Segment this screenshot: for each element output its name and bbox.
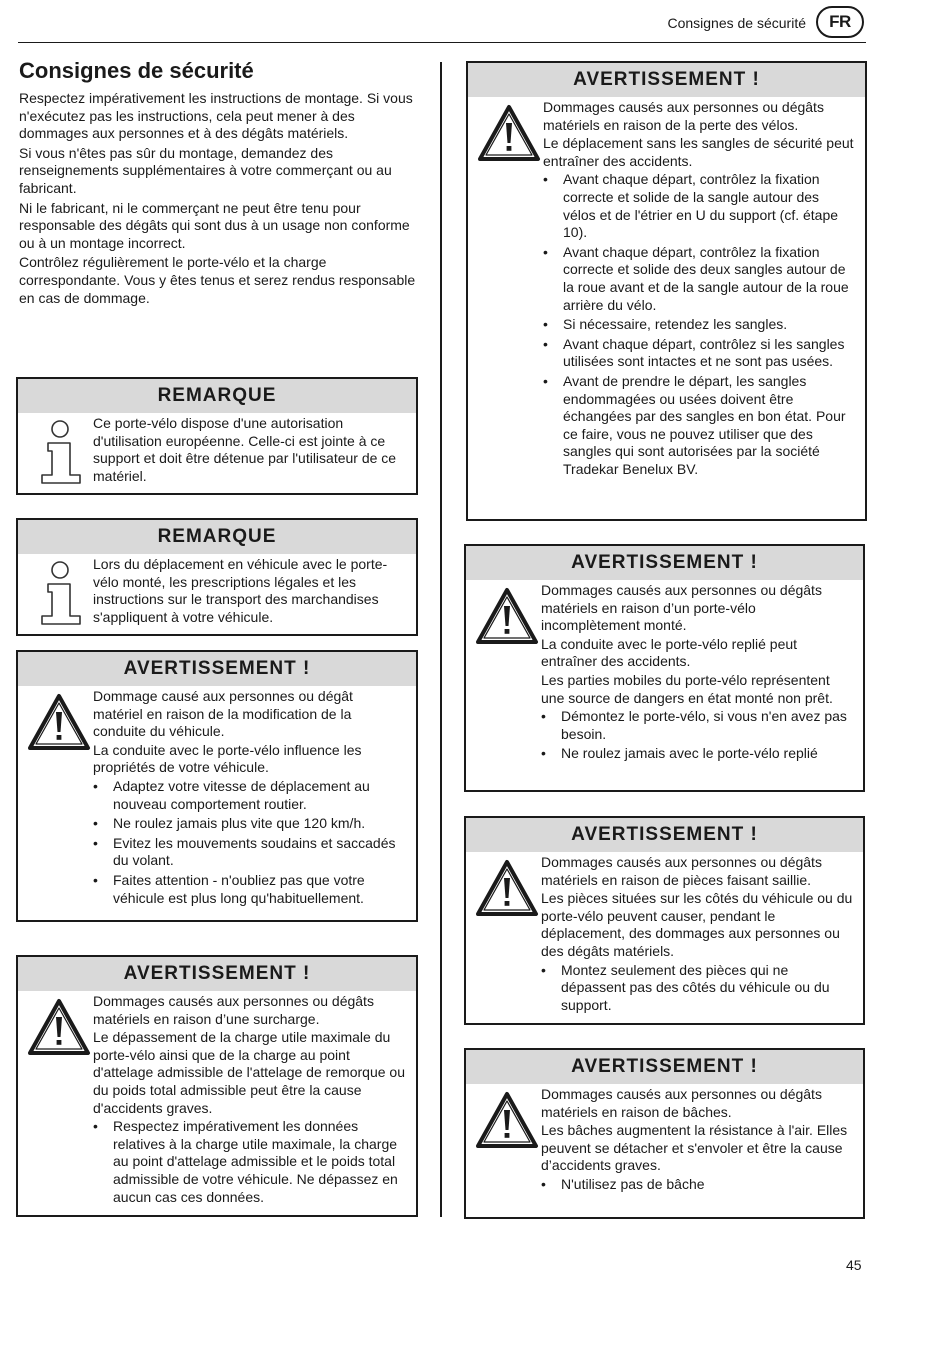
warning-box [466, 61, 867, 521]
header-title: Consignes de sécurité [667, 15, 806, 31]
warning-icon [474, 858, 540, 923]
bullet-item [541, 708, 853, 743]
box-paragraph: Le déplacement sans les sangles de sécurité peut entraîner des accidents. [543, 135, 854, 169]
page-number: 45 [846, 1257, 862, 1273]
box-title: AVERTISSEMENT ! [18, 957, 416, 991]
bullet-text: Adaptez votre vitesse de déplacement au nouveau comportement routier. [113, 777, 370, 812]
intro-text [19, 90, 419, 309]
box-title: AVERTISSEMENT ! [466, 546, 863, 580]
warning-icon [476, 103, 542, 168]
bullet-item [93, 778, 406, 813]
box-body [18, 991, 416, 1218]
box-paragraph: La conduite avec le porte-vélo influence les propriétés de votre véhicule. [93, 741, 362, 776]
box-paragraph: Dommages causés aux personnes ou dégâts matériels en raison de la perte des vélos. [543, 99, 824, 133]
bullet-marker: • [93, 815, 98, 832]
box-paragraph: Dommages causés aux personnes ou dégâts matériels en raison d’une surcharge. [93, 993, 374, 1027]
bullet-text: Avant chaque départ, contrôlez si les sangles utilisées sont intactes et ne sont pas usées. [563, 335, 845, 370]
intro-paragraph: Ni le fabricant, ni le commerçant ne peut être tenu pour responsable des dégâts qui sont dus à un usage non conforme ou à un montage incorrect. [19, 199, 410, 251]
bullet-text: Démontez le porte-vélo, si vous n'en avez pas besoin. [561, 708, 847, 742]
bullet-list [543, 171, 855, 478]
bullet-item [93, 835, 406, 870]
box-title: AVERTISSEMENT ! [18, 652, 416, 686]
bullet-item [541, 745, 853, 763]
bullet-item [543, 171, 855, 241]
box-body [468, 97, 865, 490]
bullet-marker: • [543, 243, 548, 260]
intro-paragraph: Si vous n'êtes pas sûr du montage, demandez des renseignements supplémentaires à votre commerçant ou au fabricant. [19, 144, 392, 196]
bullet-list [93, 778, 406, 907]
bullet-item [93, 1118, 406, 1206]
warning-box [464, 816, 865, 1025]
bullet-text: Ne roulez jamais avec le porte-vélo replié [561, 745, 818, 762]
bullet-marker: • [93, 834, 98, 851]
box-title: AVERTISSEMENT ! [466, 818, 863, 852]
warning-icon [26, 997, 92, 1062]
bullet-list [541, 708, 853, 763]
warning-box [464, 1048, 865, 1219]
bullet-item [541, 962, 853, 1015]
bullet-marker: • [541, 745, 546, 762]
info-icon [40, 419, 84, 490]
box-body [18, 554, 416, 637]
language-badge: FR [816, 6, 864, 38]
bullet-text: Montez seulement des pièces qui ne dépassent pas des côtés du véhicule ou du support. [561, 961, 830, 1013]
box-paragraph: Le dépassement de la charge utile maximale du porte-vélo ainsi que de la charge au point d'attelage admissible de l'attelage de remorque ou du poids total admissible peut être la cause d'accidents graves. [93, 1029, 405, 1116]
box-paragraph: Dommages causés aux personnes ou dégâts matériels en raison de pièces faisant saillie. [541, 854, 822, 888]
intro-paragraph: Contrôlez régulièrement le porte-vélo et la charge correspondante. Vous y êtes tenus et serez rendus responsable en cas de dommage. [19, 254, 416, 306]
bullet-item [93, 815, 406, 833]
page-title: Consignes de sécurité [19, 58, 254, 83]
box-body [18, 686, 416, 919]
warning-icon [474, 1090, 540, 1155]
box-paragraph: Les bâches augmentent la résistance à l'air. Elles peuvent se détacher et s'envoler et être la cause d’accidents graves. [541, 1122, 848, 1174]
bullet-item [543, 336, 855, 371]
bullet-marker: • [543, 372, 548, 389]
box-paragraph: Dommages causés aux personnes ou dégâts matériels en raison de bâches. [541, 1086, 822, 1120]
bullet-list [93, 1118, 406, 1206]
bullet-marker: • [543, 335, 548, 352]
bullet-marker: • [93, 777, 98, 794]
bullet-marker: • [543, 316, 548, 333]
bullet-list [541, 962, 853, 1015]
bullet-text: Ne roulez jamais plus vite que 120 km/h. [113, 815, 366, 832]
box-paragraph: Les pièces situées sur les côtés du véhicule ou du porte-vélo peuvent causer, pendant le déplacement, des dommages aux personnes ou des dégâts matériels. [541, 890, 853, 959]
warning-icon [474, 586, 540, 651]
bullet-marker: • [93, 1118, 98, 1135]
box-paragraph: Lors du déplacement en véhicule avec le porte-vélo monté, les prescriptions légales et les instructions sur le transport des marchandises s'appliquent à votre véhicule. [93, 556, 388, 625]
box-paragraph: Dommage causé aux personnes ou dégât matériel en raison de la modification de la conduite du véhicule. [93, 688, 353, 740]
bullet-item [543, 373, 855, 479]
bullet-item [543, 244, 855, 314]
box-title: AVERTISSEMENT ! [466, 1050, 863, 1084]
bullet-item [543, 316, 855, 334]
warning-box [16, 650, 418, 922]
box-title: REMARQUE [18, 379, 416, 413]
header-rule [18, 42, 866, 43]
warning-icon [26, 692, 92, 757]
bullet-item [541, 1176, 853, 1194]
bullet-list [541, 1176, 853, 1194]
bullet-marker: • [93, 871, 98, 888]
warning-box [464, 544, 865, 792]
box-body [466, 580, 863, 775]
bullet-text: Avant de prendre le départ, les sangles endommagées ou usées doivent être échangées par des sangles en bon état. Pour ce faire, vous ne pouvez utiliser que des sangles qui sont autorisées par la société Tradekar Benelux BV. [563, 372, 846, 477]
bullet-text: Respectez impérativement les données relatives à la charge utile maximale, la charge au point d'attelage admissible et le poids total admissible de votre véhicule. Ne dépassez en aucun cas ces données. [113, 1118, 398, 1205]
remark-box [16, 518, 418, 636]
box-body [18, 413, 416, 496]
bullet-marker: • [543, 171, 548, 188]
bullet-text: Avant chaque départ, contrôlez la fixation correcte et solide des deux sangles autour de la roue avant et de la sangle autour de la roue arrière du vélo. [563, 243, 849, 313]
warning-box [16, 955, 418, 1217]
bullet-text: Faites attention - n'oubliez pas que votre véhicule est plus long qu'habituellement. [113, 871, 365, 906]
bullet-text: N'utilisez pas de bâche [561, 1175, 705, 1192]
bullet-marker: • [541, 961, 546, 978]
info-icon [40, 560, 84, 631]
bullet-marker: • [541, 1175, 546, 1192]
bullet-text: Si nécessaire, retendez les sangles. [563, 316, 788, 333]
box-paragraph: Les parties mobiles du porte-vélo représentent une source de dangers en état monté non prêt. [541, 671, 833, 706]
bullet-marker: • [541, 708, 546, 725]
box-paragraph: Ce porte-vélo dispose d'une autorisation d'utilisation européenne. Celle-ci est jointe à ce support et doit être détenue par l'utilisateur de ce matériel. [93, 415, 397, 484]
remark-box [16, 377, 418, 495]
bullet-text: Evitez les mouvements soudains et saccadés du volant. [113, 834, 396, 869]
bullet-text: Avant chaque départ, contrôlez la fixation correcte et solide de la sangle autour des vélos et de l'étrier en U du support (cf. étape 10). [563, 171, 839, 241]
bullet-item [93, 872, 406, 907]
box-body [466, 852, 863, 1026]
box-paragraph: Dommages causés aux personnes ou dégâts matériels en raison d’un porte-vélo incomplètement monté. [541, 582, 822, 634]
intro-paragraph: Respectez impérativement les instructions de montage. Si vous n'exécutez pas les instructions, cela peut mener à des dommages aux personnes et à des dégâts matériels. [19, 90, 413, 142]
box-title: REMARQUE [18, 520, 416, 554]
box-body [466, 1084, 863, 1206]
column-divider [440, 62, 442, 1217]
box-paragraph: La conduite avec le porte-vélo replié peut entraîner des accidents. [541, 635, 798, 670]
box-title: AVERTISSEMENT ! [468, 63, 865, 97]
